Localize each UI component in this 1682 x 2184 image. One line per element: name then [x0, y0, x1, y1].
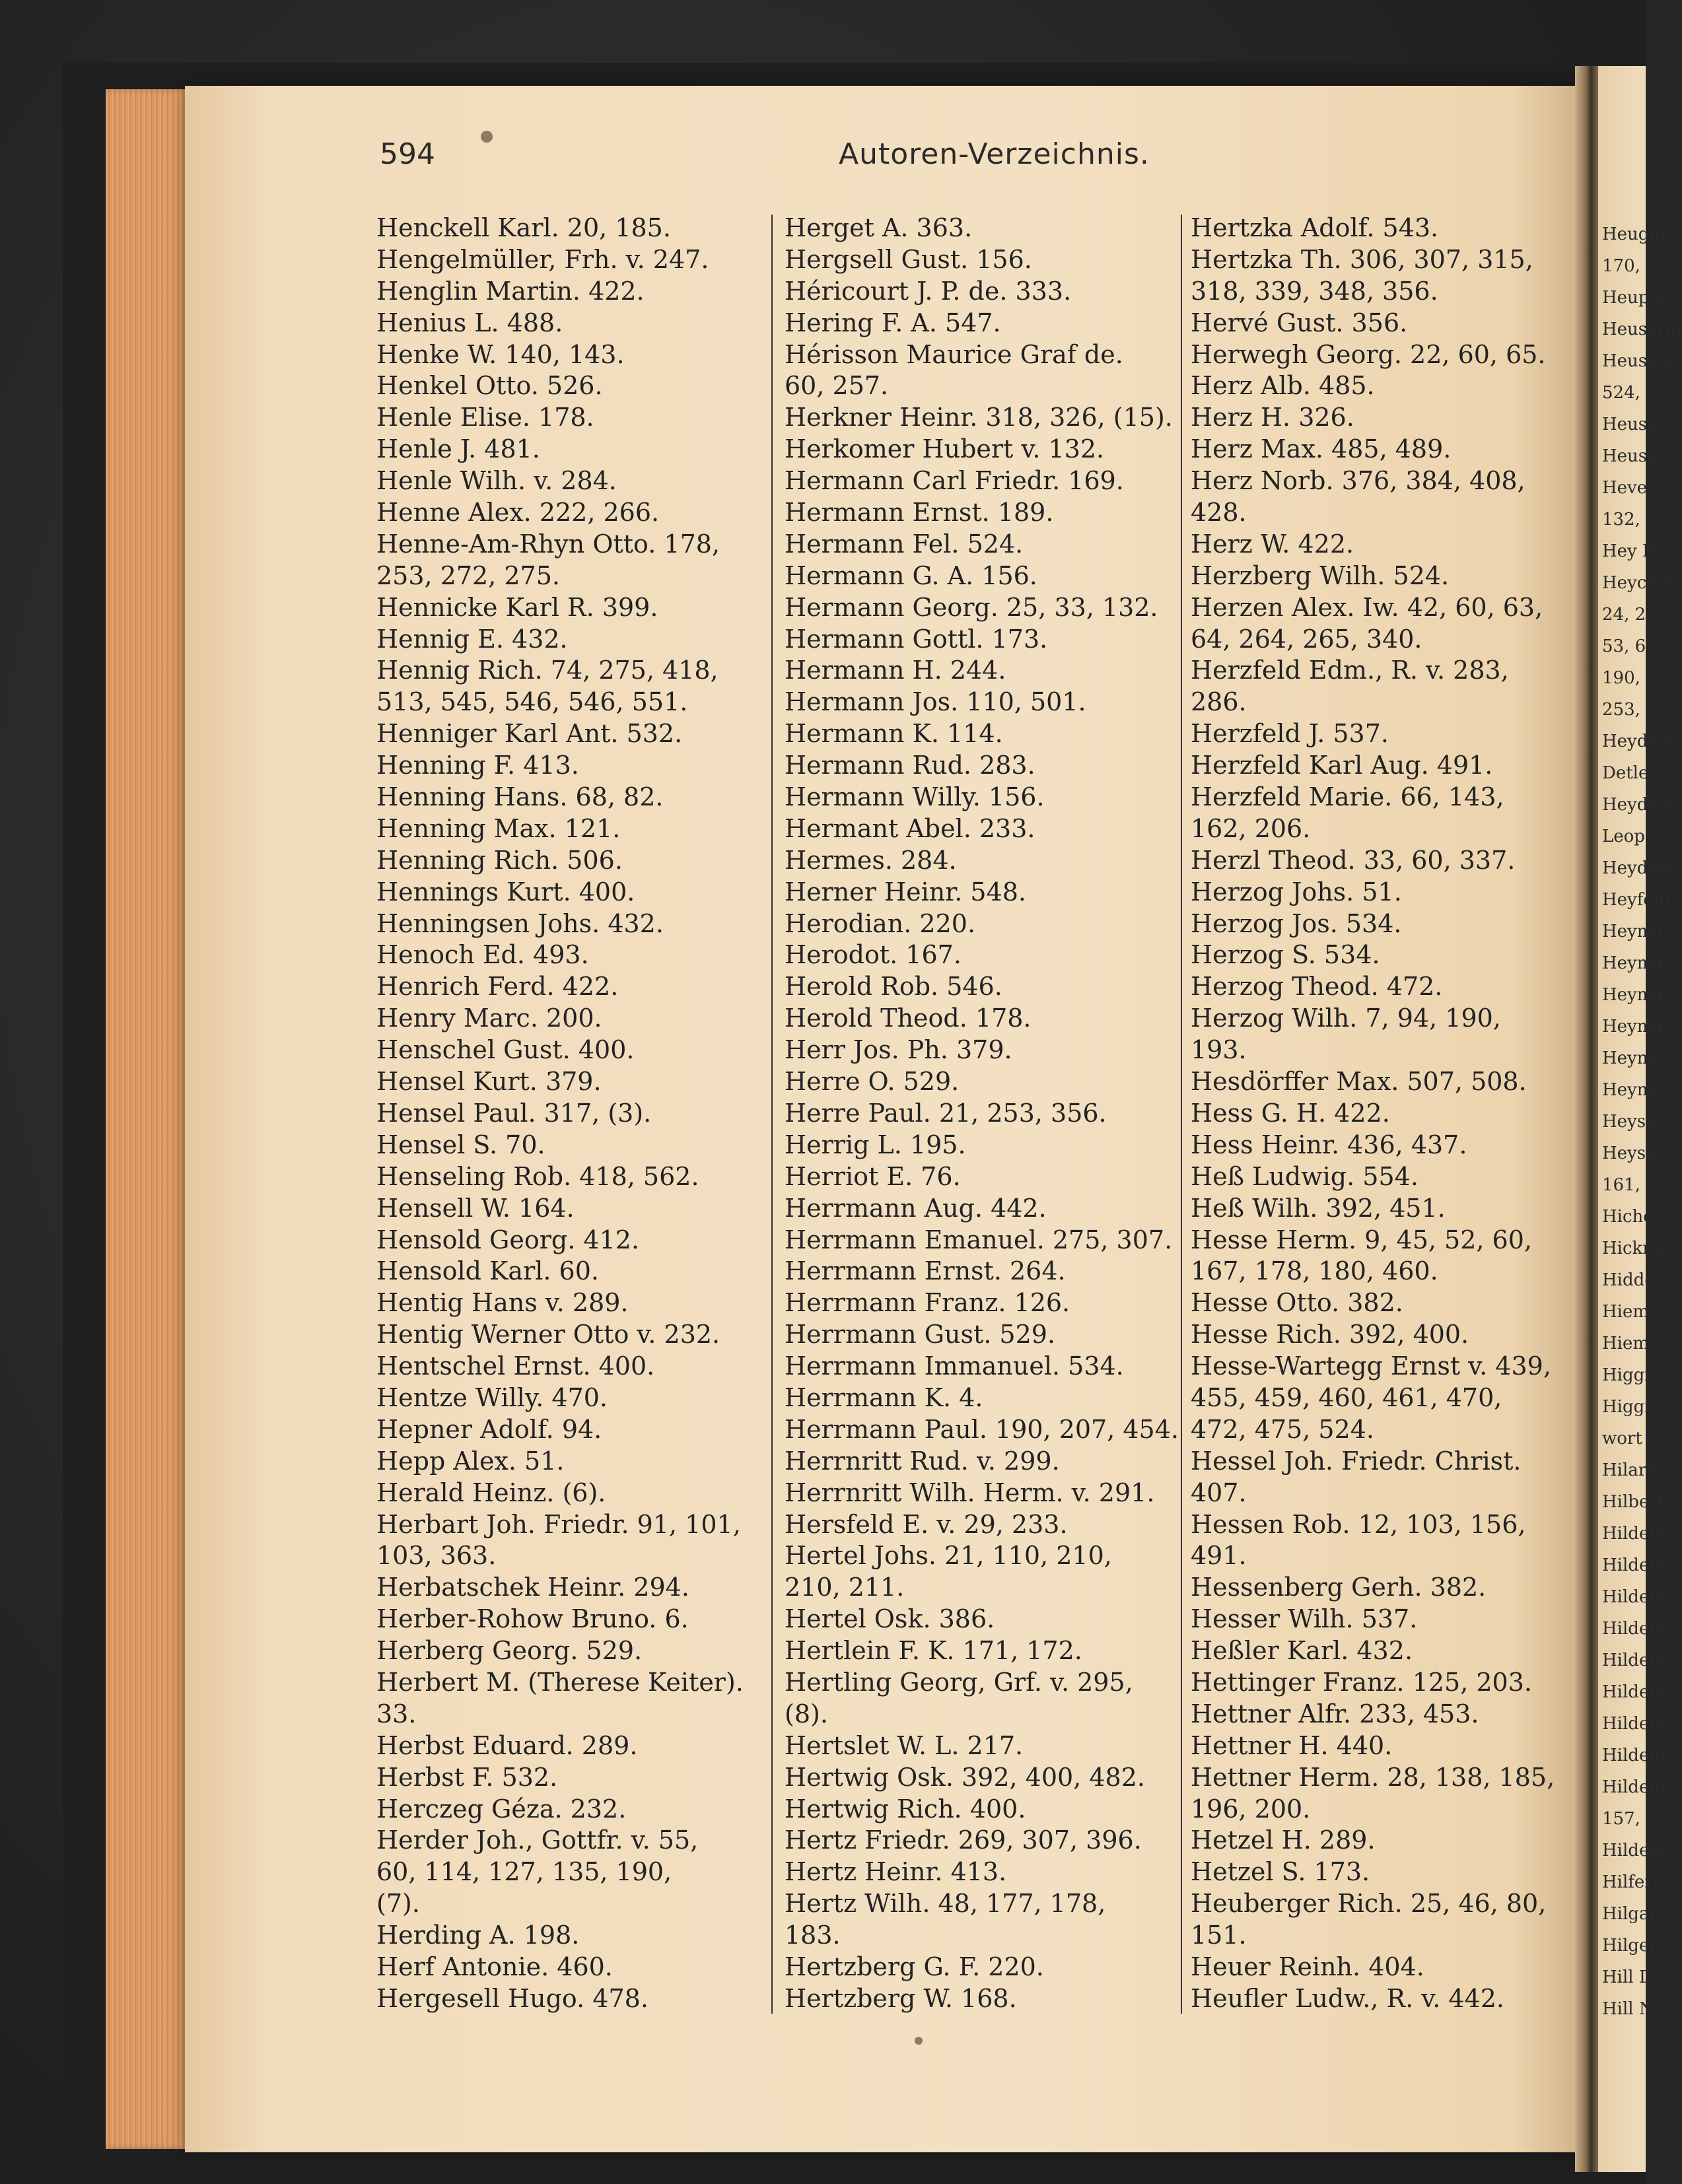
index-entry: Hermann Fel. 524. [785, 529, 1024, 559]
index-entry: Hesse Herm. 9, 45, 52, 60, [1191, 1225, 1532, 1254]
index-entry: Herder Joh., Gottfr. v. 55, [376, 1826, 699, 1855]
right-page-fragment: Hilferd [1602, 1872, 1664, 1892]
index-entry: Hessenberg Gerh. 382. [1191, 1573, 1487, 1602]
index-entry: Henseling Rob. 418, 562. [376, 1161, 699, 1191]
index-entry: Herodian. 220. [785, 908, 976, 938]
right-page-fragment: wort [1602, 1429, 1642, 1449]
right-page-fragment: Hildebr [1602, 1587, 1669, 1607]
index-entry: Hetzel H. 289. [1191, 1826, 1376, 1855]
index-entry: 318, 339, 348, 356. [1191, 276, 1438, 306]
index-entry: Henle J. 481. [376, 434, 540, 464]
index-entry: Herzog Johs. 51. [1191, 877, 1402, 906]
index-entry: Hertslet W. L. 217. [785, 1730, 1024, 1760]
right-page-fragment: Higgins [1602, 1397, 1670, 1417]
right-page-fragment: 53, 6 [1602, 636, 1646, 656]
index-entry: Hensold Karl. 60. [376, 1256, 599, 1286]
index-entry: Herz H. 326. [1191, 403, 1354, 432]
index-entry: Hermann Georg. 25, 33, 132. [785, 592, 1158, 622]
right-page-fragment: Heusler [1602, 415, 1671, 434]
index-entry: Hettinger Franz. 125, 203. [1191, 1667, 1532, 1697]
index-entry: Hertwig Osk. 392, 400, 482. [785, 1762, 1145, 1792]
index-entry: 472, 475, 524. [1191, 1414, 1374, 1444]
index-entry: Hesser Wilh. 537. [1191, 1604, 1418, 1634]
right-page-fragment: Higgins [1602, 1365, 1670, 1385]
index-entry: Hertel Johs. 21, 110, 210, [785, 1541, 1112, 1571]
index-entry: Hermann Rud. 283. [785, 751, 1035, 780]
right-page-fragment: 24, 2 [1602, 605, 1646, 625]
index-entry: Hess Heinr. 436, 437. [1191, 1130, 1467, 1159]
column-divider [771, 215, 773, 2014]
right-page-fragment: 170, [1602, 256, 1640, 276]
index-entry: Herzberg Wilh. 524. [1191, 561, 1450, 590]
right-page-fragment: 253, [1602, 700, 1640, 720]
index-entry: Herbst F. 532. [376, 1762, 558, 1792]
index-entry: Hertzberg W. 168. [785, 1983, 1017, 2013]
index-entry: Herberg Georg. 529. [376, 1636, 643, 1666]
right-page-fragment: Hildebr [1602, 1619, 1669, 1639]
index-entry: Herbart Joh. Friedr. 91, 101, [376, 1509, 741, 1539]
index-entry: Herzog Theod. 472. [1191, 972, 1443, 1002]
index-entry: Hertz Friedr. 269, 307, 396. [785, 1826, 1142, 1855]
index-entry: Hensell W. 164. [376, 1193, 575, 1223]
index-entry: Herwegh Georg. 22, 60, 65. [1191, 339, 1546, 369]
right-page-fragment: Hildebr [1602, 1777, 1669, 1797]
index-entry: Hesse Rich. 392, 400. [1191, 1320, 1469, 1349]
index-entry: 428. [1191, 498, 1247, 528]
index-entry: Hermant Abel. 233. [785, 813, 1035, 843]
index-entry: Hensel Kurt. 379. [376, 1067, 602, 1097]
right-page-fragment: Hilgar [1602, 1904, 1658, 1924]
index-entry: Henning Max. 121. [376, 813, 621, 843]
index-entry: Herzog S. 534. [1191, 940, 1380, 970]
index-entry: 253, 272, 275. [376, 561, 560, 590]
index-entry: 103, 363. [376, 1541, 497, 1571]
right-page-fragment: Heyse [1602, 1112, 1656, 1132]
index-entry: Herzen Alex. Iw. 42, 60, 63, [1191, 592, 1543, 622]
index-entry: Herkomer Hubert v. 132. [785, 434, 1105, 464]
index-entry: 33. [376, 1699, 417, 1728]
right-page-fragment: Heydebr [1602, 732, 1677, 751]
right-page-fragment: Hill N [1602, 1999, 1654, 2019]
index-entry: Hessen Rob. 12, 103, 156, [1191, 1509, 1526, 1539]
right-page-fragment: 132, [1602, 510, 1640, 529]
index-entry: Herold Rob. 546. [785, 972, 1002, 1002]
index-entry: Hentze Willy. 470. [376, 1382, 608, 1412]
right-page-fragment: Heuserm [1602, 320, 1682, 339]
index-entry: 151. [1191, 1921, 1247, 1950]
right-page-fragment: Heyse [1602, 1143, 1656, 1163]
right-page-fragment: Heymar [1602, 953, 1672, 973]
right-page-fragment: Hickma [1602, 1239, 1669, 1258]
index-entry: 210, 211. [785, 1573, 905, 1602]
index-entry: 60, 257. [785, 371, 889, 401]
index-entry: Herbst Eduard. 289. [376, 1730, 638, 1760]
index-entry: Henckell Karl. 20, 185. [376, 213, 671, 242]
index-entry: Henius L. 488. [376, 308, 563, 337]
index-entry: Hermann Ernst. 189. [785, 498, 1054, 528]
index-entry: Herf Antonie. 460. [376, 1952, 613, 1981]
index-entry: Henkel Otto. 526. [376, 371, 603, 401]
right-page-fragment: Hill D [1602, 1967, 1653, 1987]
index-entry: Hermann K. 114. [785, 719, 1003, 749]
index-entry: 64, 264, 265, 340. [1191, 624, 1422, 654]
index-entry: Hervé Gust. 356. [1191, 308, 1408, 337]
index-entry: Hesdörffer Max. 507, 508. [1191, 1067, 1527, 1097]
index-entry: Herzl Theod. 33, 60, 337. [1191, 845, 1516, 875]
index-entry: Herzog Jos. 534. [1191, 908, 1402, 938]
index-entry: Herr Jos. Ph. 379. [785, 1035, 1012, 1065]
index-entry: Herding A. 198. [376, 1921, 580, 1950]
index-entry: Hertel Osk. 386. [785, 1604, 995, 1634]
index-entry: Heuberger Rich. 25, 46, 80, [1191, 1889, 1547, 1919]
right-page-fragment: Heuglin [1602, 224, 1671, 244]
index-entry: (8). [785, 1699, 828, 1728]
index-entry: Herz W. 422. [1191, 529, 1354, 559]
index-entry: Hessel Joh. Friedr. Christ. [1191, 1446, 1522, 1476]
index-entry: Herner Heinr. 548. [785, 877, 1027, 906]
index-entry: Herz Max. 485, 489. [1191, 434, 1452, 464]
index-entry: Hermann Gottl. 173. [785, 624, 1048, 654]
right-page-fragment: 157, [1602, 1809, 1640, 1829]
index-entry: Henke W. 140, 143. [376, 339, 625, 369]
right-page-fragment: Hildebr [1602, 1682, 1669, 1702]
index-entry: (7). [376, 1889, 420, 1919]
right-page-fragment: Hichens [1602, 1207, 1673, 1227]
index-entry: Hesse Otto. 382. [1191, 1288, 1403, 1318]
right-page-fragment: Hidde [1602, 1270, 1655, 1290]
index-entry: Heuer Reinh. 404. [1191, 1952, 1424, 1981]
index-entry: Herald Heinz. (6). [376, 1478, 606, 1507]
index-entry: Herrig L. 195. [785, 1130, 966, 1159]
page-number: 594 [380, 137, 435, 171]
index-entry: Herrnritt Wilh. Herm. v. 291. [785, 1478, 1155, 1507]
index-entry: Henning Hans. 68, 82. [376, 782, 664, 812]
index-entry: Herrmann Aug. 442. [785, 1193, 1047, 1223]
index-entry: Hertz Wilh. 48, 177, 178, [785, 1889, 1106, 1919]
index-entry: 491. [1191, 1541, 1247, 1571]
index-entry: Hertzka Adolf. 543. [1191, 213, 1439, 242]
index-column-1 [376, 213, 766, 2015]
index-entry: Hertlein F. K. 171, 172. [785, 1636, 1082, 1666]
index-entry: Herold Theod. 178. [785, 1004, 1032, 1033]
right-page-fragment: Detle [1602, 763, 1649, 783]
index-entry: Hensold Georg. 412. [376, 1225, 640, 1254]
right-page-fragment: Hevesi L [1602, 478, 1679, 498]
index-entry: 183. [785, 1921, 841, 1950]
index-entry: Herzfeld Karl Aug. 491. [1191, 751, 1493, 780]
index-entry: Hermann Carl Friedr. 169. [785, 466, 1124, 496]
index-entry: Hersfeld E. v. 29, 233. [785, 1509, 1068, 1539]
index-entry: Herz Norb. 376, 384, 408, [1191, 466, 1525, 496]
right-page-fragment: Hey Pa [1602, 541, 1664, 561]
index-entry: Hennig Rich. 74, 275, 418, [376, 656, 718, 685]
index-entry: 162, 206. [1191, 813, 1311, 843]
index-entry: Herre O. 529. [785, 1067, 960, 1097]
index-entry: Hering F. A. 547. [785, 308, 1001, 337]
index-entry: Henry Marc. 200. [376, 1004, 602, 1033]
index-entry: Hertz Heinr. 413. [785, 1857, 1007, 1887]
index-entry: Henne Alex. 222, 266. [376, 498, 660, 528]
index-entry: Herzfeld Marie. 66, 143, [1191, 782, 1504, 812]
right-page-fragment: Heyne [1602, 1080, 1658, 1100]
index-entry: Herbatschek Heinr. 294. [376, 1573, 689, 1602]
right-page-fragment: 524, [1602, 383, 1640, 403]
index-entry: Herget A. 363. [785, 213, 973, 242]
index-entry: Herrmann K. 4. [785, 1382, 983, 1412]
index-entry: Herre Paul. 21, 253, 356. [785, 1098, 1107, 1128]
index-entry: 286. [1191, 687, 1247, 717]
index-entry: Henschel Gust. 400. [376, 1035, 635, 1065]
index-entry: 455, 459, 460, 461, 470, [1191, 1382, 1502, 1412]
right-page-fragment: Hildebr [1602, 1746, 1669, 1765]
index-entry: Henne-Am-Rhyn Otto. 178, [376, 529, 720, 559]
index-entry: Herrnritt Rud. v. 299. [785, 1446, 1060, 1476]
right-page-fragment: Hilariu [1602, 1460, 1664, 1480]
index-entry: Hentig Hans v. 289. [376, 1288, 629, 1318]
index-entry: Hesse-Wartegg Ernst v. 439, [1191, 1351, 1551, 1381]
index-entry: 193. [1191, 1035, 1247, 1065]
index-entry: Herber-Rohow Bruno. 6. [376, 1604, 689, 1634]
right-page-fragment: Hildesl [1602, 1841, 1664, 1860]
index-entry: Henniger Karl Ant. 532. [376, 719, 683, 749]
index-entry: Herrmann Immanuel. 534. [785, 1351, 1124, 1381]
index-entry: Heß Wilh. 392, 451. [1191, 1193, 1446, 1223]
right-page-fragment: Hilger [1602, 1936, 1658, 1956]
index-entry: Herczeg Géza. 232. [376, 1794, 627, 1824]
index-entry: Hermann G. A. 156. [785, 561, 1037, 590]
index-entry: Hertzka Th. 306, 307, 315, [1191, 244, 1533, 274]
right-page-fragment: Heyck E [1602, 573, 1675, 593]
right-page-fragment: Heymar [1602, 985, 1672, 1005]
index-entry: Hepner Adolf. 94. [376, 1414, 602, 1444]
index-entry: Henrich Ferd. 422. [376, 972, 619, 1002]
index-entry: Hergsell Gust. 156. [785, 244, 1032, 274]
index-entry: Heß Ludwig. 554. [1191, 1161, 1419, 1191]
index-entry: Hermann H. 244. [785, 656, 1006, 685]
index-entry: Hentschel Ernst. 400. [376, 1351, 655, 1381]
right-page-fragment: Heymar [1602, 1017, 1672, 1037]
index-entry: 513, 545, 546, 546, 551. [376, 687, 688, 717]
index-entry: Herrmann Gust. 529. [785, 1320, 1056, 1349]
right-page-fragment: Heydebr [1602, 795, 1677, 815]
index-entry: 407. [1191, 1478, 1247, 1507]
index-entry: Herzfeld J. 537. [1191, 719, 1389, 749]
index-entry: Herkner Heinr. 318, 326, (15). [785, 403, 1173, 432]
index-entry: 60, 114, 127, 135, 190, [376, 1857, 672, 1887]
index-entry: Hensel S. 70. [376, 1130, 545, 1159]
right-page-fragment: Heymar [1602, 922, 1672, 941]
right-page-fragment: 190, [1602, 668, 1640, 688]
index-entry: Herrmann Franz. 126. [785, 1288, 1070, 1318]
index-entry: Hess G. H. 422. [1191, 1098, 1390, 1128]
index-entry: Herbert M. (Therese Keiter). [376, 1667, 744, 1697]
index-entry: Herzfeld Edm., R. v. 283, [1191, 656, 1509, 685]
index-entry: Henningsen Johs. 432. [376, 908, 664, 938]
index-entry: Hepp Alex. 51. [376, 1446, 565, 1476]
right-page-fragment: Hilbert [1602, 1492, 1665, 1512]
right-page-edge [1598, 66, 1682, 2172]
right-page-fragment: Hildebr [1602, 1651, 1669, 1670]
column-divider [1181, 215, 1182, 2014]
right-page-fragment: Hiemar [1602, 1302, 1667, 1322]
index-entry: Hennig E. 432. [376, 624, 568, 654]
right-page-fragment: Heyfeld [1602, 890, 1670, 910]
index-column-3 [1191, 213, 1580, 2015]
right-page-fragment: Heydem [1602, 858, 1675, 878]
index-entry: Hertling Georg, Grf. v. 295, [785, 1667, 1133, 1697]
right-page-fragment: Leop. [1602, 827, 1651, 846]
index-entry: Hennicke Karl R. 399. [376, 592, 658, 622]
right-page-fragment: Hildebr [1602, 1555, 1669, 1575]
index-entry: Heufler Ludw., R. v. 442. [1191, 1983, 1504, 2013]
index-entry: Henle Wilh. v. 284. [376, 466, 617, 496]
right-page-fragment: Hildebr [1602, 1524, 1669, 1544]
index-entry: Herodot. 167. [785, 940, 962, 970]
right-page-fragment: Heupel- [1602, 288, 1671, 308]
index-entry: Hensel Paul. 317, (3). [376, 1098, 652, 1128]
index-entry: Henning Rich. 506. [376, 845, 623, 875]
index-entry: Henning F. 413. [376, 751, 579, 780]
index-entry: Hetzel S. 173. [1191, 1857, 1370, 1887]
index-entry: Herzog Wilh. 7, 94, 190, [1191, 1004, 1501, 1033]
index-entry: Hettner Herm. 28, 138, 185, [1191, 1762, 1555, 1792]
index-entry: Hengelmüller, Frh. v. 247. [376, 244, 709, 274]
index-entry: Herz Alb. 485. [1191, 371, 1375, 401]
index-entry: Hettner H. 440. [1191, 1730, 1393, 1760]
index-entry: Hermes. 284. [785, 845, 957, 875]
right-page-fragment: Heyne [1602, 1048, 1658, 1068]
index-entry: Hérisson Maurice Graf de. [785, 339, 1123, 369]
right-page-fragment: Heusing [1602, 351, 1675, 371]
right-page-fragment: 161, [1602, 1175, 1640, 1195]
index-entry: Hertwig Rich. 400. [785, 1794, 1026, 1824]
index-entry: Hertzberg G. F. 220. [785, 1952, 1044, 1981]
index-entry: Hentig Werner Otto v. 232. [376, 1320, 720, 1349]
index-entry: Hermann Willy. 156. [785, 782, 1045, 812]
index-entry: Henle Elise. 178. [376, 403, 594, 432]
index-entry: Hennings Kurt. 400. [376, 877, 635, 906]
index-entry: Herrmann Ernst. 264. [785, 1256, 1066, 1286]
index-entry: 167, 178, 180, 460. [1191, 1256, 1438, 1286]
index-column-2 [785, 213, 1179, 2015]
right-page-fragment: Hildebr [1602, 1714, 1669, 1734]
index-entry: Heßler Karl. 432. [1191, 1636, 1413, 1666]
paper-spot [915, 2037, 923, 2045]
index-entry: Henoch Ed. 493. [376, 940, 589, 970]
index-entry: Henglin Martin. 422. [376, 276, 645, 306]
right-page-fragment: Hiemer [1602, 1334, 1667, 1353]
index-entry: Hermann Jos. 110, 501. [785, 687, 1086, 717]
index-entry: Herrmann Paul. 190, 207, 454. [785, 1414, 1179, 1444]
index-entry: Hergesell Hugo. 478. [376, 1983, 648, 2013]
index-entry: 196, 200. [1191, 1794, 1311, 1824]
index-entry: Hettner Alfr. 233, 453. [1191, 1699, 1479, 1728]
index-entry: Herrmann Emanuel. 275, 307. [785, 1225, 1173, 1254]
right-page-fragment: Heusler [1602, 446, 1671, 466]
index-entry: Herriot E. 76. [785, 1161, 961, 1191]
paper-spot [481, 131, 493, 143]
index-entry: Héricourt J. P. de. 333. [785, 276, 1072, 306]
page-title: Autoren-Verzeichnis. [839, 137, 1150, 171]
